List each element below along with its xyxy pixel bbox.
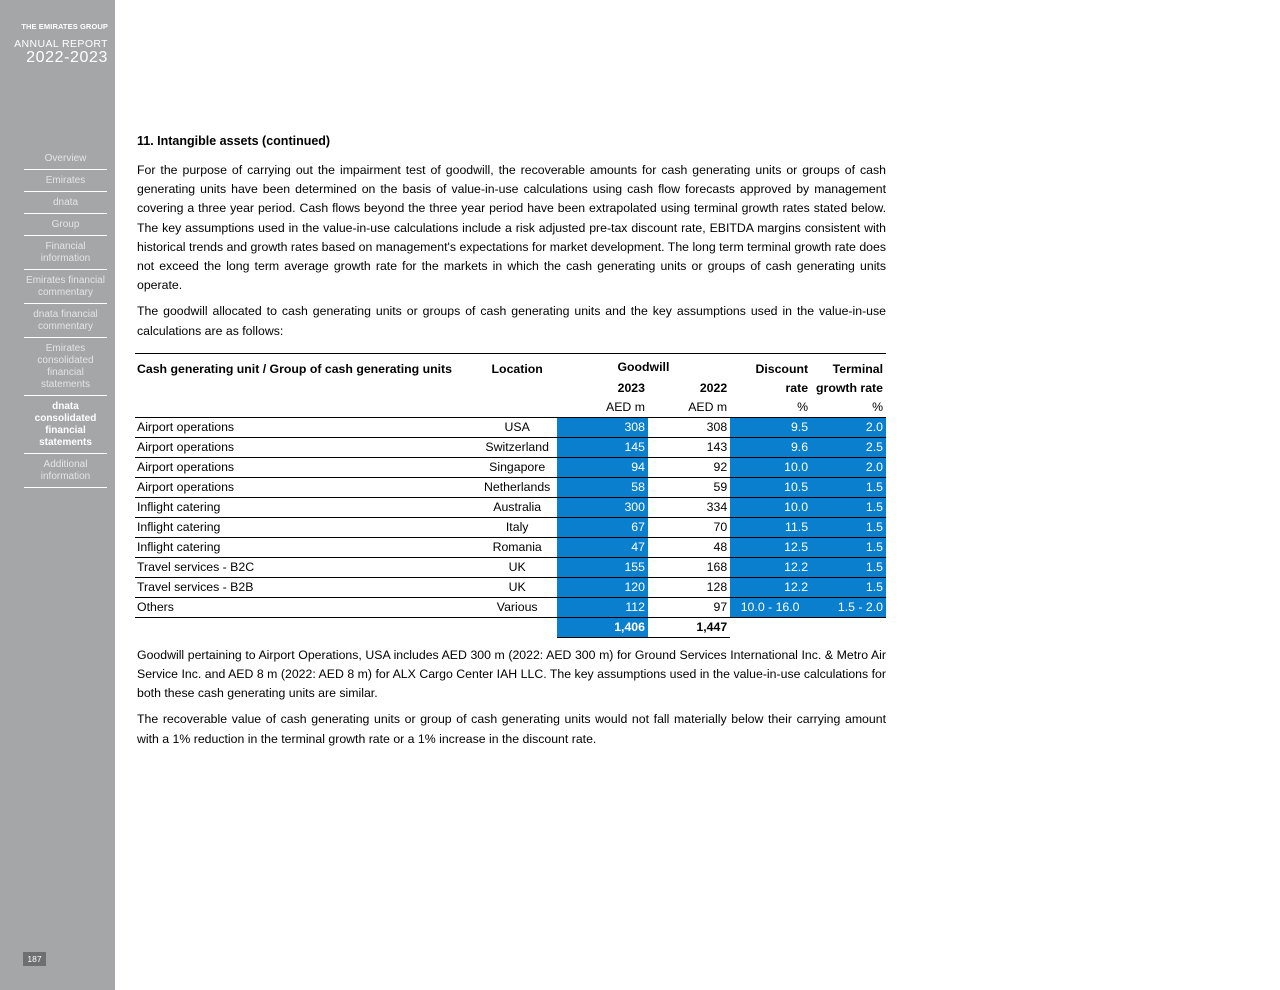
cell-goodwill-2022: 92 bbox=[648, 457, 730, 477]
table-row bbox=[135, 517, 886, 537]
cell-terminal-growth: 2.5 bbox=[811, 437, 886, 457]
cell-location: Italy bbox=[478, 517, 557, 537]
cell-goodwill-2022: 59 bbox=[648, 477, 730, 497]
table-row bbox=[135, 577, 886, 597]
cell-terminal-growth: 2.0 bbox=[811, 417, 886, 437]
cell-location: Romania bbox=[478, 537, 557, 557]
goodwill-table bbox=[135, 353, 886, 638]
cell-location: Netherlands bbox=[478, 477, 557, 497]
nav-item-emirates-consolidated-statements[interactable]: Emirates consolidated financial statements bbox=[24, 338, 107, 396]
header-terminal-growth: growth rate bbox=[816, 380, 883, 395]
table-row bbox=[135, 557, 886, 577]
cell-goodwill-2022: 48 bbox=[648, 537, 730, 557]
header-unit: Cash generating unit / Group of cash generating units bbox=[137, 361, 452, 376]
nav-item-group[interactable]: Group bbox=[24, 214, 107, 236]
paragraph-usa-goodwill-note: Goodwill pertaining to Airport Operations, USA includes AED 300 m (2022: AED 300 m) for Ground Services International Inc. & Metro Air Service Inc. and AED 8 m (2022: AED 8 m) for ALX Cargo Center IAH LLC. The key assumptions used in the value-in-use calculations for both these cash generating units are similar. bbox=[137, 647, 886, 701]
table-row bbox=[135, 437, 886, 457]
cell-goodwill-2022: 70 bbox=[648, 517, 730, 537]
page-number: 187 bbox=[23, 952, 46, 966]
paragraph-goodwill-intro: The goodwill allocated to cash generating units or groups of cash generating units and the key assumptions used in the value-in-use calculations are as follows: bbox=[137, 304, 886, 338]
cell-goodwill-2023: 300 bbox=[557, 497, 648, 517]
cell-goodwill-2023: 58 bbox=[557, 477, 648, 497]
header-year-2023: 2023 bbox=[617, 380, 645, 395]
brand-report-year: 2022-2023 bbox=[26, 49, 108, 66]
cell-terminal-growth: 1.5 bbox=[811, 497, 886, 517]
cell-discount-rate: 12.2 bbox=[730, 557, 811, 577]
table-row bbox=[135, 477, 886, 497]
header-location: Location bbox=[491, 361, 543, 376]
unit-aed-2023: AED m bbox=[557, 398, 648, 418]
cell-unit: Airport operations bbox=[135, 477, 478, 497]
nav-item-financial-information[interactable]: Financial information bbox=[24, 236, 107, 270]
cell-discount-rate: 10.0 - 16.0 bbox=[730, 597, 811, 617]
cell-unit: Airport operations bbox=[135, 457, 478, 477]
brand-report-title: ANNUAL REPORT bbox=[14, 38, 108, 50]
table-row bbox=[135, 457, 886, 477]
cell-location: UK bbox=[478, 557, 557, 577]
cell-goodwill-2022: 143 bbox=[648, 437, 730, 457]
cell-terminal-growth: 1.5 - 2.0 bbox=[811, 597, 886, 617]
cell-goodwill-2022: 97 bbox=[648, 597, 730, 617]
unit-pct-terminal: % bbox=[811, 398, 886, 418]
cell-goodwill-2023: 120 bbox=[557, 577, 648, 597]
cell-goodwill-2022: 128 bbox=[648, 577, 730, 597]
cell-discount-rate: 9.6 bbox=[730, 437, 811, 457]
cell-goodwill-2023: 67 bbox=[557, 517, 648, 537]
cell-unit: Inflight catering bbox=[135, 537, 478, 557]
cell-goodwill-2023: 308 bbox=[557, 417, 648, 437]
cell-goodwill-2023: 155 bbox=[557, 557, 648, 577]
header-goodwill: Goodwill bbox=[617, 359, 670, 374]
table-total-row bbox=[135, 617, 886, 637]
unit-pct-discount: % bbox=[730, 398, 811, 418]
nav-item-dnata-consolidated-statements[interactable]: dnata consolidated financial statements bbox=[24, 396, 107, 454]
cell-location: Singapore bbox=[478, 457, 557, 477]
cell-terminal-growth: 1.5 bbox=[811, 517, 886, 537]
cell-terminal-growth: 1.5 bbox=[811, 557, 886, 577]
cell-discount-rate: 10.0 bbox=[730, 497, 811, 517]
header-discount: Discount bbox=[755, 361, 809, 376]
paragraph-sensitivity-note: The recoverable value of cash generating units or group of cash generating units would not fall materially below their carrying amount with a 1% reduction in the terminal growth rate or a 1% increase in the discount rate. bbox=[137, 712, 886, 746]
cell-terminal-growth: 1.5 bbox=[811, 577, 886, 597]
sidebar-nav bbox=[24, 148, 107, 488]
cell-goodwill-2023: 47 bbox=[557, 537, 648, 557]
cell-unit: Inflight catering bbox=[135, 497, 478, 517]
brand-group-name: THE EMIRATES GROUP bbox=[21, 22, 108, 31]
sidebar bbox=[0, 0, 115, 990]
nav-item-dnata[interactable]: dnata bbox=[24, 192, 107, 214]
table-row bbox=[135, 597, 886, 617]
cell-goodwill-2023: 112 bbox=[557, 597, 648, 617]
cell-location: USA bbox=[478, 417, 557, 437]
total-goodwill-2023: 1,406 bbox=[557, 617, 648, 637]
header-terminal: Terminal bbox=[832, 361, 883, 376]
cell-goodwill-2023: 94 bbox=[557, 457, 648, 477]
nav-item-overview[interactable]: Overview bbox=[24, 148, 107, 170]
cell-location: Australia bbox=[478, 497, 557, 517]
cell-unit: Travel services - B2B bbox=[135, 577, 478, 597]
table-row bbox=[135, 417, 886, 437]
cell-goodwill-2022: 168 bbox=[648, 557, 730, 577]
cell-terminal-growth: 2.0 bbox=[811, 457, 886, 477]
nav-item-additional-information[interactable]: Additional information bbox=[24, 454, 107, 488]
main-content bbox=[137, 131, 886, 756]
table-units-row bbox=[135, 398, 886, 418]
cell-goodwill-2023: 145 bbox=[557, 437, 648, 457]
table-row bbox=[135, 537, 886, 557]
table-row bbox=[135, 497, 886, 517]
table-header-row bbox=[135, 353, 886, 379]
cell-unit: Inflight catering bbox=[135, 517, 478, 537]
cell-location: UK bbox=[478, 577, 557, 597]
nav-item-dnata-financial-commentary[interactable]: dnata financial commentary bbox=[24, 304, 107, 338]
total-goodwill-2022: 1,447 bbox=[648, 617, 730, 637]
cell-unit: Airport operations bbox=[135, 417, 478, 437]
cell-discount-rate: 9.5 bbox=[730, 417, 811, 437]
cell-discount-rate: 10.5 bbox=[730, 477, 811, 497]
cell-discount-rate: 12.5 bbox=[730, 537, 811, 557]
cell-unit: Travel services - B2C bbox=[135, 557, 478, 577]
cell-goodwill-2022: 334 bbox=[648, 497, 730, 517]
cell-unit: Airport operations bbox=[135, 437, 478, 457]
cell-discount-rate: 10.0 bbox=[730, 457, 811, 477]
cell-location: Switzerland bbox=[478, 437, 557, 457]
header-discount-rate: rate bbox=[785, 380, 809, 395]
header-year-2022: 2022 bbox=[699, 380, 728, 395]
cell-discount-rate: 12.2 bbox=[730, 577, 811, 597]
cell-location: Various bbox=[478, 597, 557, 617]
cell-unit: Others bbox=[135, 597, 478, 617]
paragraph-impairment-method: For the purpose of carrying out the impairment test of goodwill, the recoverable amounts for cash generating units or groups of cash generating units have been determined on the basis of value-in-use calculations using cash flow forecasts approved by management covering a three year period. Cash flows beyond the three year period have been extrapolated using terminal growth rates stated below. The key assumptions used in the value-in-use calculations include a risk adjusted pre-tax discount rate, EBITDA margins consistent with historical trends and growth rates based on management's expectations for market development. The long term terminal growth rate does not exceed the long term average growth rate for the markets in which the cash generating units or groups of cash generating units operate. bbox=[137, 163, 886, 293]
section-heading: 11. Intangible assets (continued) bbox=[137, 134, 331, 148]
cell-discount-rate: 11.5 bbox=[730, 517, 811, 537]
nav-item-emirates-financial-commentary[interactable]: Emirates financial commentary bbox=[24, 270, 107, 304]
unit-aed-2022: AED m bbox=[648, 398, 730, 418]
cell-goodwill-2022: 308 bbox=[648, 417, 730, 437]
nav-item-emirates[interactable]: Emirates bbox=[24, 170, 107, 192]
cell-terminal-growth: 1.5 bbox=[811, 537, 886, 557]
cell-terminal-growth: 1.5 bbox=[811, 477, 886, 497]
